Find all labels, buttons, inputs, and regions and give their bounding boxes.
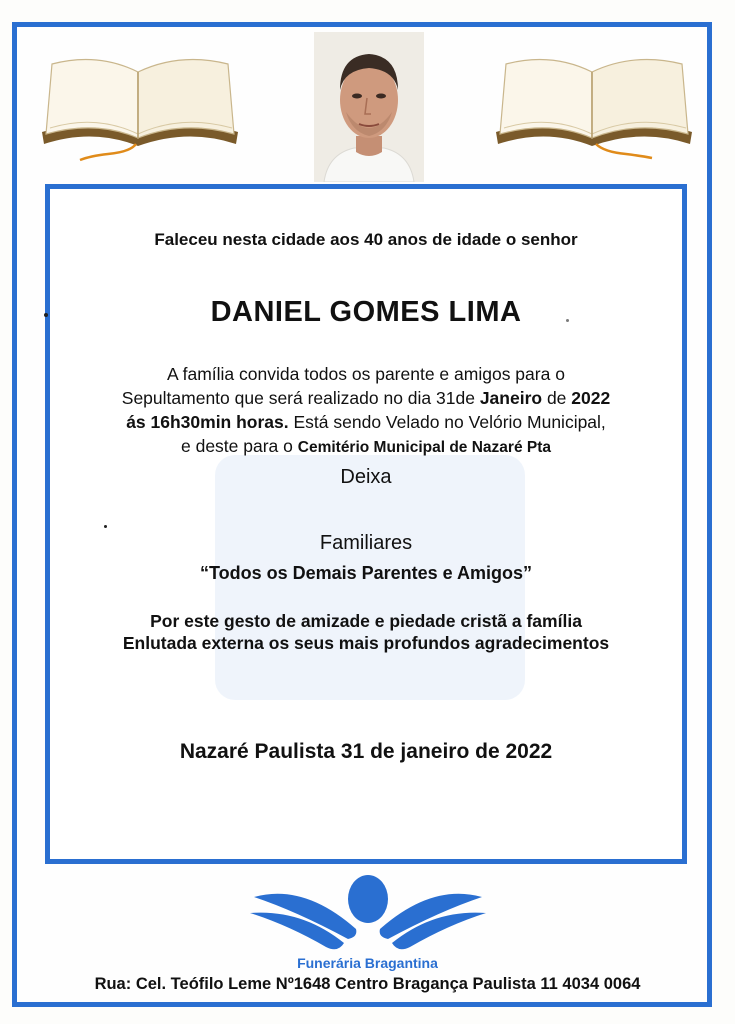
relatives-line: “Todos os Demais Parentes e Amigos” <box>199 563 533 583</box>
invite-line-3: ás 16h30min horas. Está sendo Velado no Velório Municipal, <box>126 412 606 432</box>
intro-line: Faleceu nesta cidade aos 40 anos de idade o senhor <box>154 230 578 249</box>
footer-address: Rua: Cel. Teófilo Leme Nº1648 Centro Bragança Paulista 11 4034 0064 <box>94 975 641 993</box>
deceased-name: DANIEL GOMES LIMA <box>210 296 522 328</box>
open-bible-icon <box>38 50 243 165</box>
deixa-label: Deixa <box>340 466 392 488</box>
scan-speck <box>566 319 569 322</box>
scan-speck <box>44 313 48 317</box>
invite-line-2: Sepultamento que será realizado no dia 31de Janeiro de 2022 <box>121 388 611 408</box>
thanks-line-2: Enlutada externa os seus mais profundos agradecimentos <box>122 633 610 653</box>
scan-speck <box>104 525 107 528</box>
invite-line-1: A família convida todos os parente e amigos para o <box>167 364 565 384</box>
invite-line-4: e deste para o Cemitério Municipal de Nazaré Pta <box>181 436 551 456</box>
funeraria-logo-icon <box>248 873 488 955</box>
open-bible-icon <box>492 50 697 165</box>
thanks-text <box>45 610 687 654</box>
familiares-label: Familiares <box>319 532 413 554</box>
thanks-line-1: Por este gesto de amizade e piedade cristã a família <box>150 611 582 631</box>
deceased-photo <box>314 32 424 182</box>
place-date: Nazaré Paulista 31 de janeiro de 2022 <box>179 740 553 763</box>
funeral-home-name: Funerária Bragantina <box>297 955 438 971</box>
invitation-text <box>45 362 687 460</box>
